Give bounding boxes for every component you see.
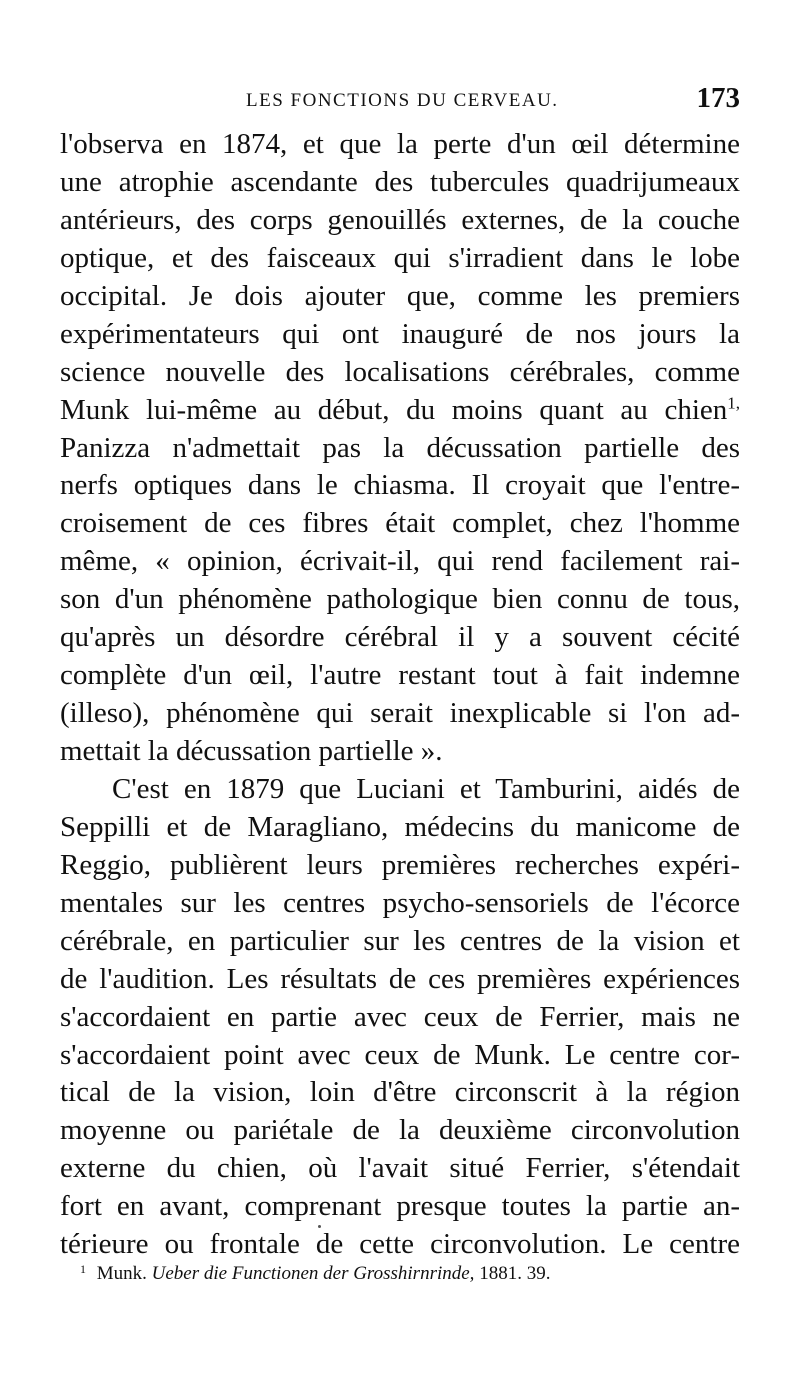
text-line: s'accordaient point avec ceux de Munk. Le centre cor-	[60, 1038, 740, 1071]
text-line: science nouvelle des localisations cérébrales, comme	[60, 355, 740, 388]
text-line: tical de la vision, loin d'être circonscrit à la région	[60, 1076, 740, 1109]
text-line: térieure ou frontale de cette circonvolution. Le centre	[60, 1228, 740, 1261]
footnote-details: 1881. 39.	[479, 1263, 551, 1284]
text-line: moyenne ou pariétale de la deuxième circonvolution	[60, 1114, 740, 1147]
text-line: l'observa en 1874, et que la perte d'un œil détermine	[60, 128, 740, 160]
text-line: son d'un phénomène pathologique bien connu de tous,	[60, 583, 740, 616]
text-line: mettait la décussation partielle ».	[60, 735, 443, 767]
text-line-with-footnote-ref	[60, 392, 740, 430]
text-line: Reggio, publièrent leurs premières recherches expéri-	[60, 848, 740, 881]
text-line: Seppilli et de Maragliano, médecins du manicome de	[60, 810, 740, 843]
text-line: qu'après un désordre cérébral il y a souvent cécité	[60, 621, 740, 654]
text-line: nerfs optiques dans le chiasma. Il croyait que l'entre-	[60, 469, 740, 502]
footnote-reference: 1,	[727, 392, 740, 412]
footnote-marker: 1	[80, 1262, 86, 1276]
text-line: (illeso), phénomène qui serait inexplicable si l'on ad-	[60, 697, 740, 730]
text-line: de l'audition. Les résultats de ces premières expériences	[60, 962, 740, 995]
text-line: une atrophie ascendante des tubercules quadrijumeaux	[60, 165, 740, 198]
text-line: occipital. Je dois ajouter que, comme les premiers	[60, 279, 740, 312]
footnote	[80, 1262, 720, 1285]
text-line: expérimentateurs qui ont inauguré de nos jours la	[60, 317, 740, 350]
running-head: LES FONCTIONS DU CERVEAU.	[246, 90, 559, 111]
body-text	[60, 126, 740, 1264]
text-line-content: Munk lui-même au début, du moins quant au chien	[60, 393, 728, 426]
text-line: s'accordaient en partie avec ceux de Ferrier, mais ne	[60, 1000, 740, 1033]
text-line: même, « opinion, écrivait-il, qui rend facilement rai-	[60, 545, 740, 578]
text-line: cérébrale, en particulier sur les centres de la vision et	[60, 924, 740, 957]
separator-dot	[318, 1225, 321, 1228]
text-line: optique, et des faisceaux qui s'irradient dans le lobe	[60, 241, 740, 274]
text-line: croisement de ces fibres était complet, chez l'homme	[60, 507, 740, 540]
text-line: Panizza n'admettait pas la décussation partielle des	[60, 431, 740, 464]
footnote-title: Ueber die Functionen der Grosshirnrinde,	[151, 1263, 475, 1284]
text-line: fort en avant, comprenant presque toutes la partie an-	[60, 1190, 740, 1223]
text-line: mentales sur les centres psycho-sensoriels de l'écorce	[60, 886, 740, 919]
page-number: 173	[696, 82, 740, 114]
footnote-author: Munk.	[96, 1263, 147, 1284]
text-line: externe du chien, où l'avait situé Ferrier, s'étendait	[60, 1152, 740, 1185]
text-line: complète d'un œil, l'autre restant tout à fait indemne	[60, 659, 740, 692]
paragraph-first-line: C'est en 1879 que Luciani et Tamburini, aidés de	[112, 772, 740, 805]
text-line: antérieurs, des corps genouillés externes, de la couche	[60, 203, 740, 236]
page-header	[60, 82, 740, 118]
